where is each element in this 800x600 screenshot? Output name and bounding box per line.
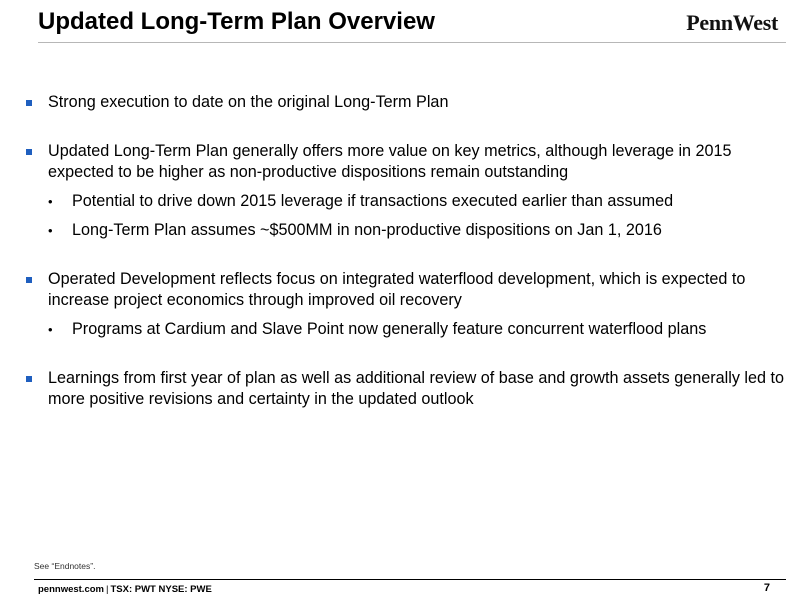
dot-bullet-icon: • bbox=[48, 194, 53, 209]
bullet-text: Learnings from first year of plan as well as additional review of base and growth assets generally led to more positive revisions and certainty in the updated outlook bbox=[48, 369, 785, 408]
footnote: See “Endnotes”. bbox=[34, 561, 96, 571]
bullet-item bbox=[24, 141, 786, 183]
pennwest-logo: PennWest bbox=[686, 10, 778, 35]
bullet-text: Strong execution to date on the original Long-Term Plan bbox=[48, 93, 449, 111]
page-number: 7 bbox=[763, 582, 770, 594]
footer-divider bbox=[34, 579, 786, 580]
footer-info bbox=[38, 584, 212, 595]
slide-title: Updated Long-Term Plan Overview bbox=[38, 8, 435, 35]
footer-separator: | bbox=[106, 584, 109, 595]
sub-bullet-text: Potential to drive down 2015 leverage if transactions executed earlier than assumed bbox=[72, 192, 674, 210]
bullet-item bbox=[24, 269, 786, 311]
sub-bullet-text: Long-Term Plan assumes ~$500MM in non-productive dispositions on Jan 1, 2016 bbox=[72, 221, 662, 239]
sub-bullet-item bbox=[24, 319, 786, 340]
bullet-item bbox=[24, 92, 786, 113]
slide-body bbox=[24, 92, 786, 410]
bullet-text: Updated Long-Term Plan generally offers more value on key metrics, although leverage in 2015 expected to be higher as non-productive dispositions remain outstanding bbox=[48, 142, 732, 181]
square-bullet-icon bbox=[26, 376, 32, 382]
sub-bullet-item bbox=[24, 220, 786, 241]
ticker-symbols: TSX: PWT NYSE: PWE bbox=[110, 584, 212, 595]
dot-bullet-icon: • bbox=[48, 223, 53, 238]
website-link[interactable]: pennwest.com bbox=[38, 584, 104, 595]
sub-bullet-text: Programs at Cardium and Slave Point now generally feature concurrent waterflood plans bbox=[72, 320, 707, 338]
sub-bullet-item bbox=[24, 191, 786, 212]
bullet-text: Operated Development reflects focus on integrated waterflood development, which is expected to increase project economics through improved oil recovery bbox=[48, 270, 746, 309]
title-divider bbox=[38, 42, 786, 43]
square-bullet-icon bbox=[26, 277, 32, 283]
square-bullet-icon bbox=[26, 149, 32, 155]
dot-bullet-icon: • bbox=[48, 322, 53, 337]
square-bullet-icon bbox=[26, 100, 32, 106]
bullet-item bbox=[24, 368, 786, 410]
